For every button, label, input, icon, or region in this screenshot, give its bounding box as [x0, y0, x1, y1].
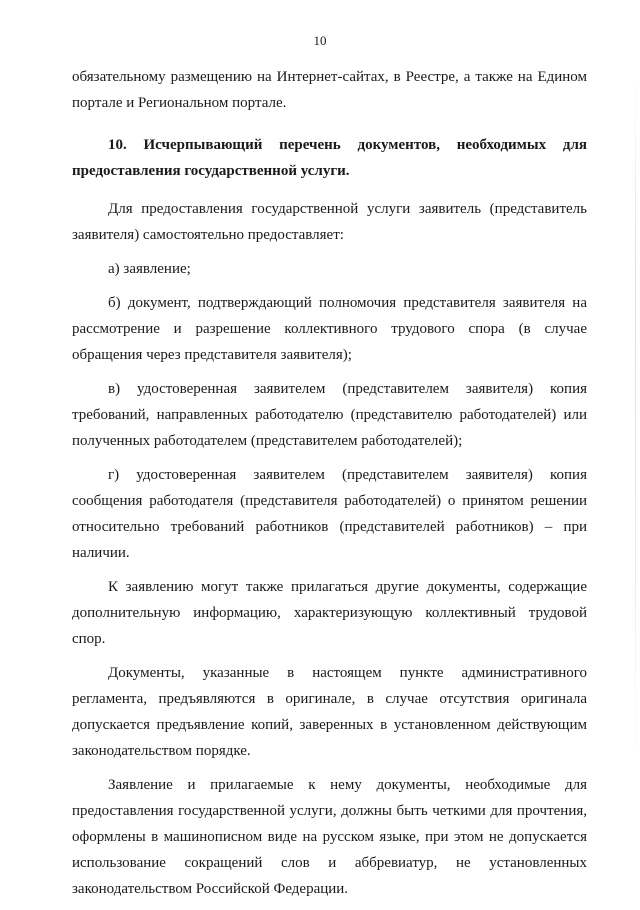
paragraph-continuation: обязательному размещению на Интернет-сайтах, в Реестре, а также на Едином портале и Региональном портале. [72, 69, 587, 111]
list-item-a: а) заявление; [108, 261, 191, 277]
page-number: 10 [313, 33, 327, 48]
list-item-g: г) удостоверенная заявителем (представителем заявителя) копия сообщения работодателя (представителя работодателей) о принятом решении относительно требований работников (представителей работников) – при наличии. [72, 467, 587, 561]
list-item-b: б) документ, подтверждающий полномочия представителя заявителя на рассмотрение и разрешение коллективного трудового спора (в случае обращения через представителя заявителя); [72, 295, 587, 363]
paragraph: Для предоставления государственной услуги заявитель (представитель заявителя) самостоятельно предоставляет: [72, 201, 587, 243]
paragraph: К заявлению могут также прилагаться другие документы, содержащие дополнительную информацию, характеризующую коллективный трудовой спор. [72, 579, 587, 647]
document-body [72, 64, 587, 910]
paragraph: Документы, указанные в настоящем пункте административного регламента, предъявляются в оригинале, в случае отсутствия оригинала допускается предъявление копий, заверенных в установленном действующим законодательством порядке. [72, 665, 587, 759]
scan-edge-mark [635, 70, 636, 770]
paragraph: Заявление и прилагаемые к нему документы, необходимые для предоставления государственной услуги, должны быть четкими для прочтения, оформлены в машинописном виде на русском языке, при этом не допускается использование сокращений слов и аббревиатур, не установленных законодательством Российской Федерации. [72, 777, 587, 897]
list-item-v: в) удостоверенная заявителем (представителем заявителя) копия требований, направленных работодателю (представителю работодателей) или полученных работодателем (представителем работодателей); [72, 381, 587, 449]
section-heading: 10. Исчерпывающий перечень документов, необходимых для предоставления государственной услуги. [72, 137, 587, 179]
